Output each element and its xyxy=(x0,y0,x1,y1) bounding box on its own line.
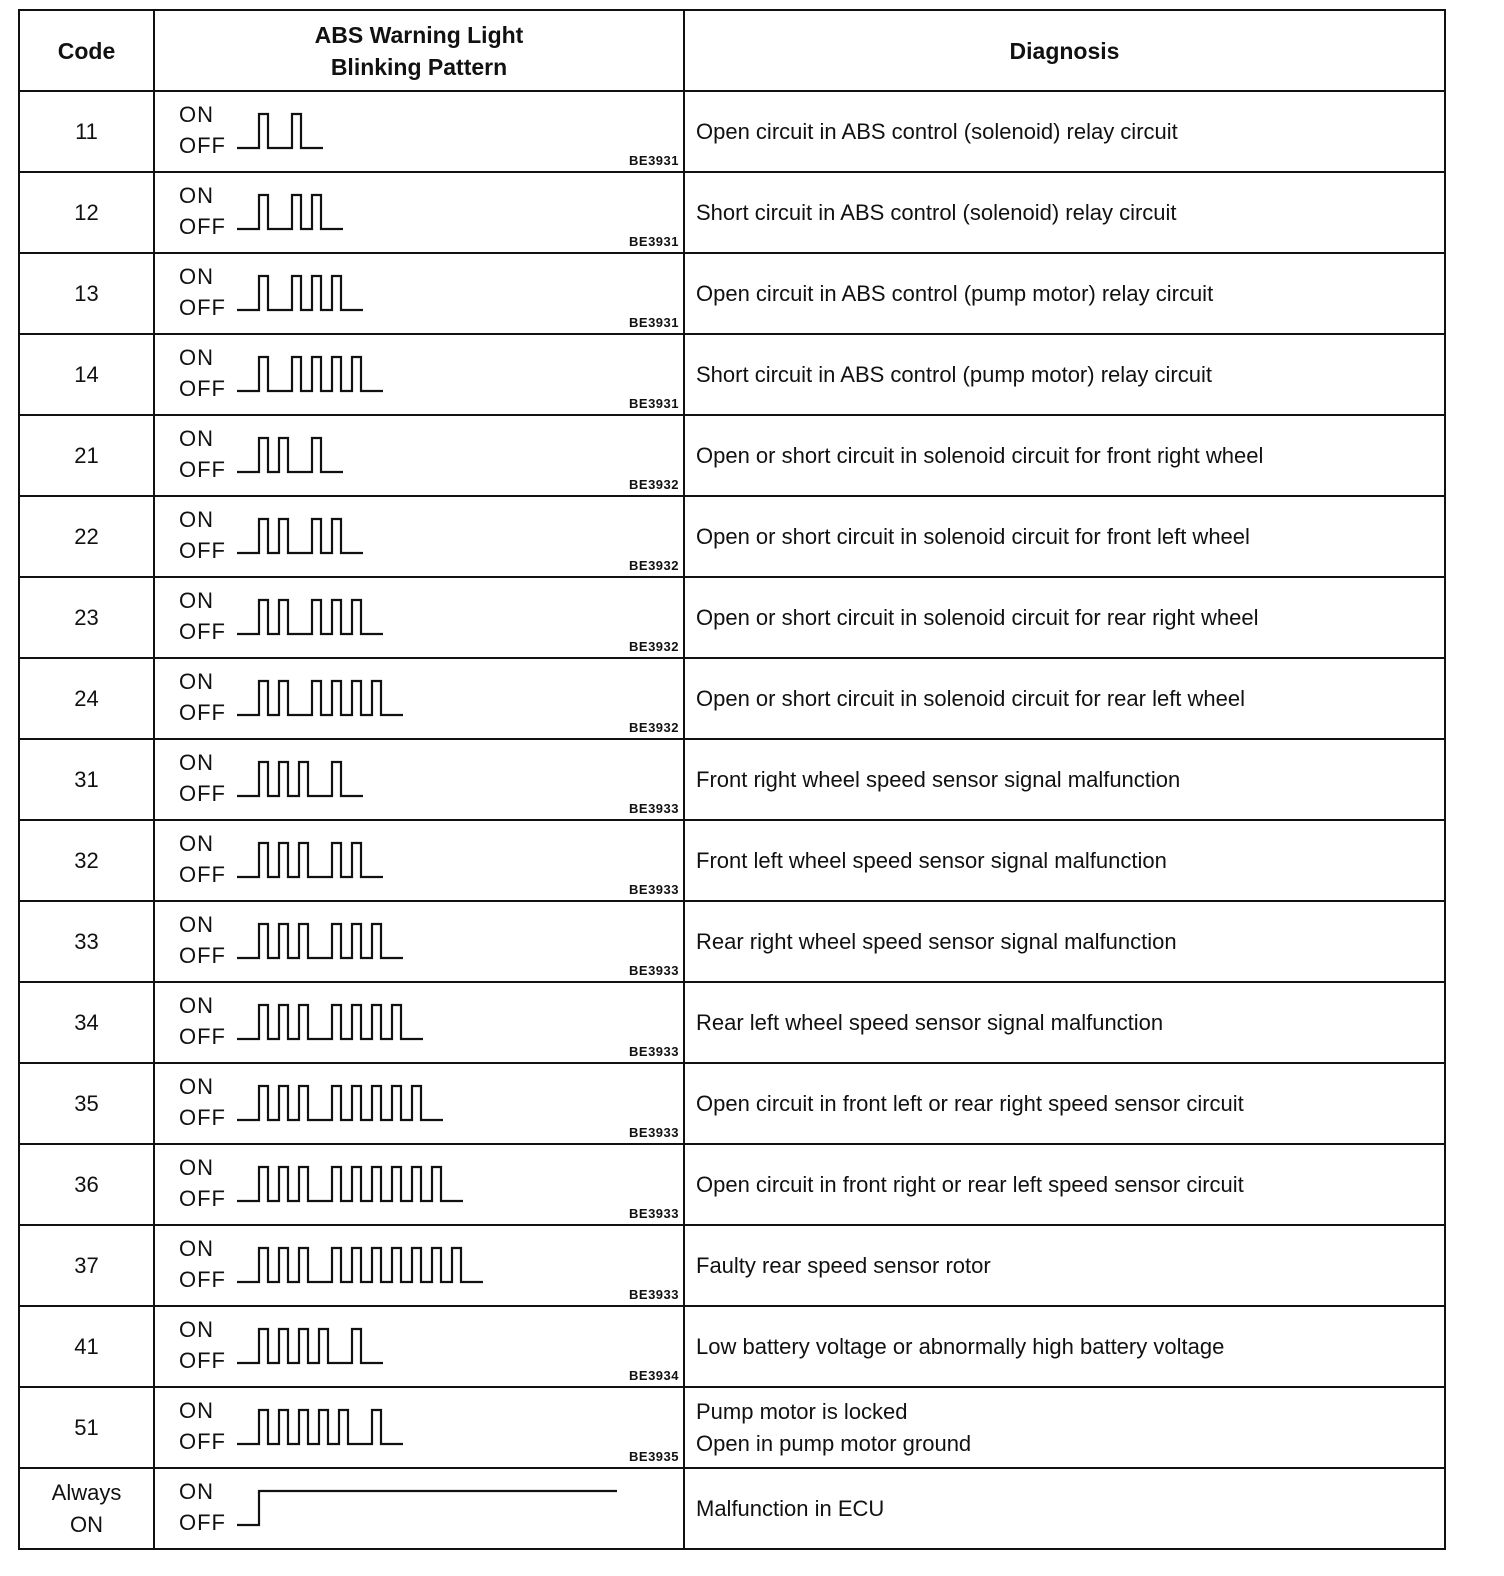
waveform-line xyxy=(237,1086,443,1120)
blink-waveform xyxy=(237,353,677,395)
figure-reference: BE3931 xyxy=(629,234,679,249)
blink-pattern-cell xyxy=(154,658,684,739)
table-row xyxy=(19,982,1445,1063)
blink-pattern-cell xyxy=(154,901,684,982)
blink-pattern-cell xyxy=(154,1387,684,1468)
waveform-line xyxy=(237,276,363,310)
table-row xyxy=(19,1468,1445,1549)
table-row xyxy=(19,1063,1445,1144)
blink-pattern xyxy=(155,416,683,495)
diagnosis-cell xyxy=(684,577,1445,658)
code-cell: 31 xyxy=(19,739,154,820)
code-cell: 11 xyxy=(19,91,154,172)
diagnosis-cell xyxy=(684,1306,1445,1387)
blink-waveform xyxy=(237,1487,677,1529)
on-label: ON xyxy=(179,588,214,613)
on-label: ON xyxy=(179,426,214,451)
diagnosis-cell xyxy=(684,1468,1445,1549)
code-cell: 24 xyxy=(19,658,154,739)
off-label: OFF xyxy=(179,133,226,158)
diagnosis-text: Open circuit in ABS control (solenoid) relay circuit xyxy=(696,118,1178,144)
waveform-line xyxy=(237,1410,403,1444)
diagnosis-text: Rear right wheel speed sensor signal malfunction xyxy=(696,928,1177,954)
blink-waveform xyxy=(237,596,677,638)
figure-reference: BE3933 xyxy=(629,1125,679,1140)
diagnosis-text: Short circuit in ABS control (pump motor) relay circuit xyxy=(696,361,1212,387)
blink-waveform xyxy=(237,1244,677,1286)
on-label: ON xyxy=(179,345,214,370)
table-row xyxy=(19,1225,1445,1306)
table-row xyxy=(19,91,1445,172)
abs-code-table xyxy=(18,9,1446,1550)
off-label: OFF xyxy=(179,214,226,239)
on-label: ON xyxy=(179,1398,214,1423)
code-cell: 12 xyxy=(19,172,154,253)
on-label: ON xyxy=(179,264,214,289)
blink-pattern xyxy=(155,1469,683,1548)
blink-waveform xyxy=(237,1163,677,1205)
code-cell: 21 xyxy=(19,415,154,496)
table-row xyxy=(19,577,1445,658)
off-label: OFF xyxy=(179,1348,226,1373)
diagnosis-text: Open or short circuit in solenoid circuit for front right wheel xyxy=(696,442,1264,468)
diagnosis-text: Open or short circuit in solenoid circuit for rear left wheel xyxy=(696,685,1246,711)
blink-pattern xyxy=(155,1307,683,1386)
blink-pattern xyxy=(155,821,683,900)
code-text-line: ON xyxy=(70,1511,103,1537)
diagnosis-cell xyxy=(684,1063,1445,1144)
blink-pattern-cell xyxy=(154,739,684,820)
blink-waveform xyxy=(237,110,677,152)
diagnosis-cell xyxy=(684,658,1445,739)
blink-pattern-cell xyxy=(154,1144,684,1225)
diagnosis-text: Open circuit in front right or rear left speed sensor circuit xyxy=(696,1171,1244,1197)
figure-reference: BE3933 xyxy=(629,1206,679,1221)
blink-waveform xyxy=(237,839,677,881)
table-row xyxy=(19,1144,1445,1225)
blink-pattern-cell xyxy=(154,415,684,496)
off-label: OFF xyxy=(179,376,226,401)
blink-waveform xyxy=(237,758,677,800)
blink-pattern xyxy=(155,902,683,981)
table-row xyxy=(19,1387,1445,1468)
blink-pattern-cell xyxy=(154,1306,684,1387)
table-row xyxy=(19,253,1445,334)
blink-pattern-cell xyxy=(154,1225,684,1306)
on-label: ON xyxy=(179,1074,214,1099)
waveform-line xyxy=(237,1167,463,1201)
table-row xyxy=(19,334,1445,415)
table-body xyxy=(19,91,1445,1549)
off-label: OFF xyxy=(179,943,226,968)
off-label: OFF xyxy=(179,619,226,644)
diagnosis-text: Short circuit in ABS control (solenoid) relay circuit xyxy=(696,199,1177,225)
blink-waveform xyxy=(237,1001,677,1043)
blink-pattern xyxy=(155,92,683,171)
diagnosis-text: Front left wheel speed sensor signal malfunction xyxy=(696,847,1167,873)
blink-waveform xyxy=(237,920,677,962)
waveform-line xyxy=(237,1248,483,1282)
waveform-line xyxy=(237,1491,617,1525)
blink-pattern-cell xyxy=(154,577,684,658)
figure-reference: BE3933 xyxy=(629,1287,679,1302)
off-label: OFF xyxy=(179,295,226,320)
off-label: OFF xyxy=(179,700,226,725)
figure-reference: BE3933 xyxy=(629,1044,679,1059)
off-label: OFF xyxy=(179,1267,226,1292)
waveform-line xyxy=(237,843,383,877)
code-cell: 36 xyxy=(19,1144,154,1225)
table-row xyxy=(19,496,1445,577)
code-cell: 41 xyxy=(19,1306,154,1387)
waveform-line xyxy=(237,519,363,553)
code-cell: 23 xyxy=(19,577,154,658)
header-code: Code xyxy=(19,10,154,91)
diagnosis-text: Open or short circuit in solenoid circuit for rear right wheel xyxy=(696,604,1259,630)
off-label: OFF xyxy=(179,781,226,806)
waveform-line xyxy=(237,438,343,472)
diagnosis-text: Open circuit in ABS control (pump motor) relay circuit xyxy=(696,280,1214,306)
header-pattern xyxy=(154,10,684,91)
on-label: ON xyxy=(179,831,214,856)
blink-waveform xyxy=(237,191,677,233)
table-row xyxy=(19,415,1445,496)
figure-reference: BE3933 xyxy=(629,801,679,816)
code-cell: 34 xyxy=(19,982,154,1063)
code-cell xyxy=(19,1468,154,1549)
blink-pattern-cell xyxy=(154,334,684,415)
blink-pattern xyxy=(155,1064,683,1143)
header-pattern-line2: Blinking Pattern xyxy=(330,53,508,80)
waveform-line xyxy=(237,681,403,715)
blink-pattern xyxy=(155,173,683,252)
blink-pattern xyxy=(155,1226,683,1305)
blink-pattern-cell xyxy=(154,496,684,577)
blink-waveform xyxy=(237,515,677,557)
on-label: ON xyxy=(179,1236,214,1261)
waveform-line xyxy=(237,1329,383,1363)
diagnosis-cell xyxy=(684,982,1445,1063)
header-diagnosis: Diagnosis xyxy=(684,10,1445,91)
table-row xyxy=(19,172,1445,253)
blink-pattern xyxy=(155,254,683,333)
off-label: OFF xyxy=(179,1105,226,1130)
blink-pattern-cell xyxy=(154,982,684,1063)
waveform-line xyxy=(237,357,383,391)
diagnosis-text: Open circuit in front left or rear right speed sensor circuit xyxy=(696,1090,1244,1116)
code-cell: 22 xyxy=(19,496,154,577)
figure-reference: BE3931 xyxy=(629,153,679,168)
blink-pattern xyxy=(155,1388,683,1467)
off-label: OFF xyxy=(179,862,226,887)
diagnosis-cell xyxy=(684,415,1445,496)
diagnosis-cell xyxy=(684,334,1445,415)
figure-reference: BE3932 xyxy=(629,639,679,654)
table-row xyxy=(19,658,1445,739)
blink-pattern xyxy=(155,659,683,738)
diagnosis-cell xyxy=(684,901,1445,982)
blink-pattern xyxy=(155,578,683,657)
blink-pattern xyxy=(155,335,683,414)
off-label: OFF xyxy=(179,1429,226,1454)
figure-reference: BE3931 xyxy=(629,315,679,330)
code-cell: 35 xyxy=(19,1063,154,1144)
blink-pattern xyxy=(155,497,683,576)
code-cell: 14 xyxy=(19,334,154,415)
diagnosis-cell xyxy=(684,739,1445,820)
waveform-line xyxy=(237,762,363,796)
figure-reference: BE3933 xyxy=(629,882,679,897)
off-label: OFF xyxy=(179,1186,226,1211)
on-label: ON xyxy=(179,750,214,775)
off-label: OFF xyxy=(179,538,226,563)
figure-reference: BE3935 xyxy=(629,1449,679,1464)
diagnosis-text: Malfunction in ECU xyxy=(696,1495,885,1521)
diagnosis-text: Open in pump motor ground xyxy=(696,1430,972,1456)
diagnosis-cell xyxy=(684,91,1445,172)
on-label: ON xyxy=(179,507,214,532)
figure-reference: BE3934 xyxy=(629,1368,679,1383)
waveform-line xyxy=(237,600,383,634)
figure-reference: BE3932 xyxy=(629,720,679,735)
blink-waveform xyxy=(237,677,677,719)
blink-waveform xyxy=(237,1082,677,1124)
blink-pattern xyxy=(155,1145,683,1224)
on-label: ON xyxy=(179,183,214,208)
blink-waveform xyxy=(237,434,677,476)
waveform-line xyxy=(237,195,343,229)
off-label: OFF xyxy=(179,1510,226,1535)
diagnosis-text: Low battery voltage or abnormally high battery voltage xyxy=(696,1333,1225,1359)
blink-waveform xyxy=(237,1406,677,1448)
code-cell: 51 xyxy=(19,1387,154,1468)
table-row xyxy=(19,1306,1445,1387)
diagnosis-cell xyxy=(684,1225,1445,1306)
blink-pattern xyxy=(155,740,683,819)
diagnosis-text: Open or short circuit in solenoid circuit for front left wheel xyxy=(696,523,1250,549)
blink-pattern-cell xyxy=(154,253,684,334)
blink-waveform xyxy=(237,1325,677,1367)
header-pattern-line1: ABS Warning Light xyxy=(314,21,524,48)
waveform-line xyxy=(237,1005,423,1039)
blink-pattern xyxy=(155,983,683,1062)
diagnosis-text: Front right wheel speed sensor signal malfunction xyxy=(696,766,1181,792)
blink-pattern-cell xyxy=(154,1063,684,1144)
diagnosis-text: Rear left wheel speed sensor signal malfunction xyxy=(696,1009,1164,1035)
diagnosis-cell xyxy=(684,253,1445,334)
on-label: ON xyxy=(179,669,214,694)
table-row xyxy=(19,901,1445,982)
on-label: ON xyxy=(179,1317,214,1342)
waveform-line xyxy=(237,114,323,148)
diagnosis-cell xyxy=(684,1387,1445,1468)
code-cell: 37 xyxy=(19,1225,154,1306)
blink-pattern-cell xyxy=(154,1468,684,1549)
blink-pattern-cell xyxy=(154,820,684,901)
on-label: ON xyxy=(179,102,214,127)
diagnosis-cell xyxy=(684,172,1445,253)
code-text-line: Always xyxy=(51,1479,122,1505)
blink-waveform xyxy=(237,272,677,314)
diagnosis-text: Pump motor is locked xyxy=(696,1398,908,1424)
diagnosis-cell xyxy=(684,820,1445,901)
waveform-line xyxy=(237,924,403,958)
off-label: OFF xyxy=(179,1024,226,1049)
figure-reference: BE3932 xyxy=(629,477,679,492)
code-cell: 33 xyxy=(19,901,154,982)
diagnosis-cell xyxy=(684,1144,1445,1225)
off-label: OFF xyxy=(179,457,226,482)
on-label: ON xyxy=(179,993,214,1018)
figure-reference: BE3933 xyxy=(629,963,679,978)
figure-reference: BE3932 xyxy=(629,558,679,573)
code-cell: 32 xyxy=(19,820,154,901)
code-cell: 13 xyxy=(19,253,154,334)
figure-reference: BE3931 xyxy=(629,396,679,411)
diagnosis-text: Faulty rear speed sensor rotor xyxy=(696,1252,991,1278)
blink-pattern-cell xyxy=(154,172,684,253)
table-row xyxy=(19,820,1445,901)
on-label: ON xyxy=(179,1155,214,1180)
on-label: ON xyxy=(179,1479,214,1504)
header-row xyxy=(19,10,1445,91)
blink-pattern-cell xyxy=(154,91,684,172)
diagnosis-cell xyxy=(684,496,1445,577)
table-row xyxy=(19,739,1445,820)
on-label: ON xyxy=(179,912,214,937)
